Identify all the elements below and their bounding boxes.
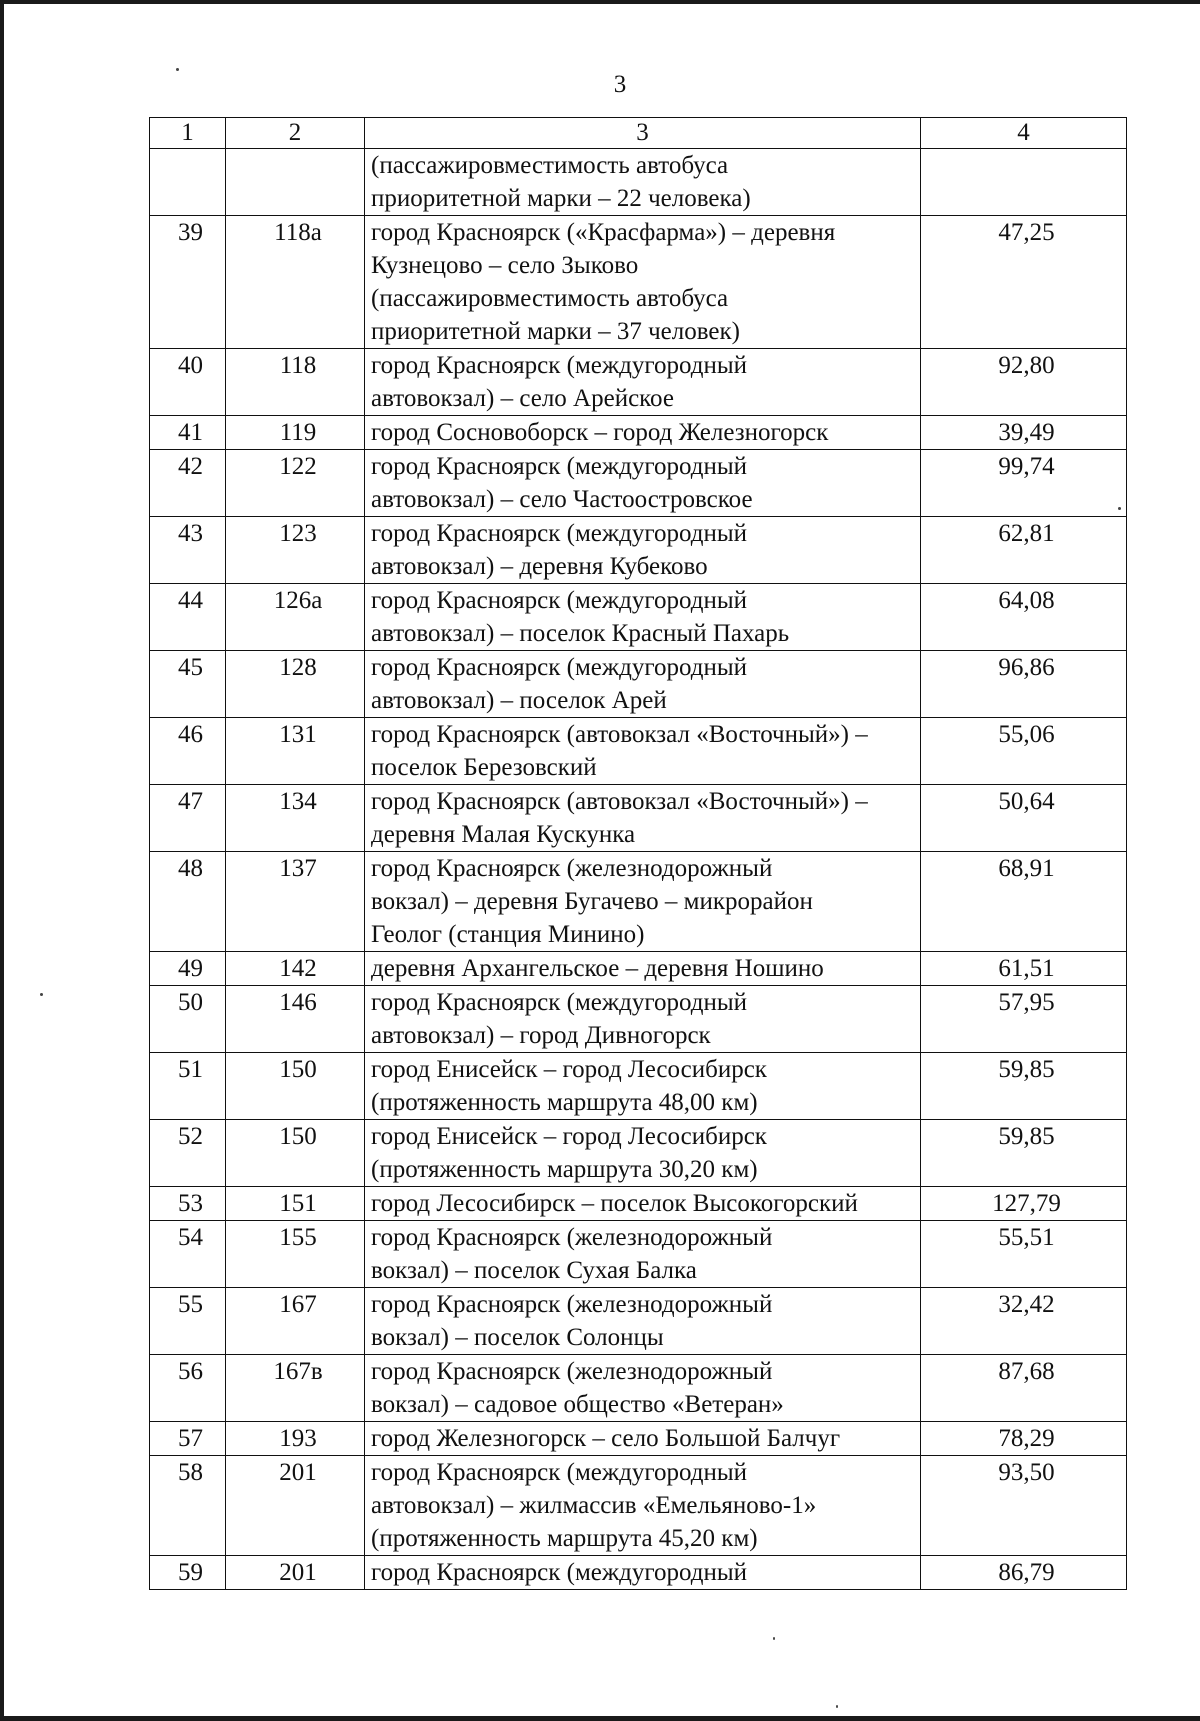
value-cell: 62,81: [921, 517, 1127, 584]
table-row: [150, 1288, 1127, 1355]
value-cell: 127,79: [921, 1187, 1127, 1221]
header-cell-value: 4: [921, 118, 1127, 149]
route-number-cell: 122: [226, 450, 365, 517]
route-number-cell: [226, 149, 365, 216]
table-row: [150, 1556, 1127, 1590]
route-description-cell: [365, 1288, 921, 1355]
table-row: [150, 1221, 1127, 1288]
table-row: [150, 149, 1127, 216]
route-number-cell: 167в: [226, 1355, 365, 1422]
table-row: [150, 216, 1127, 349]
route-description-cell: [365, 718, 921, 785]
value-cell: 32,42: [921, 1288, 1127, 1355]
value-cell: 59,85: [921, 1120, 1127, 1187]
table-row: [150, 952, 1127, 986]
route-description-line: город Красноярск («Красфарма») – деревня: [371, 219, 836, 246]
scan-border-top: [0, 0, 1200, 4]
value-cell: 99,74: [921, 450, 1127, 517]
route-number-cell: 126а: [226, 584, 365, 651]
route-number-cell: 167: [226, 1288, 365, 1355]
route-description-line: автовокзал) – жилмассив «Емельяново-1»: [371, 1492, 817, 1519]
route-number-cell: 128: [226, 651, 365, 718]
route-description-line: город Красноярск (междугородный: [371, 587, 748, 614]
route-description-cell: [365, 216, 921, 349]
value-cell: 47,25: [921, 216, 1127, 349]
row-number-cell: 39: [150, 216, 226, 349]
route-description-line: вокзал) – садовое общество «Ветеран»: [371, 1391, 784, 1418]
route-description-line: автовокзал) – поселок Красный Пахарь: [371, 620, 790, 647]
route-description-line: (пассажировместимость автобуса: [371, 152, 729, 179]
row-number-cell: 48: [150, 852, 226, 952]
row-number-cell: 43: [150, 517, 226, 584]
table-row: [150, 1422, 1127, 1456]
route-description-cell: [365, 1456, 921, 1556]
page-number: 3: [613, 71, 627, 98]
route-description-cell: [365, 416, 921, 450]
table-row: [150, 718, 1127, 785]
route-number-cell: 137: [226, 852, 365, 952]
route-number-cell: 134: [226, 785, 365, 852]
value-cell: 39,49: [921, 416, 1127, 450]
row-number-cell: 54: [150, 1221, 226, 1288]
route-number-cell: 151: [226, 1187, 365, 1221]
route-description-line: город Красноярск (железнодорожный: [371, 1224, 773, 1251]
route-description-line: (протяженность маршрута 45,20 км): [371, 1525, 758, 1552]
route-description-line: город Красноярск (междугородный: [371, 1459, 748, 1486]
route-description-line: город Красноярск (междугородный: [371, 352, 748, 379]
table-row: [150, 986, 1127, 1053]
route-description-line: город Красноярск (железнодорожный: [371, 1291, 773, 1318]
value-cell: 57,95: [921, 986, 1127, 1053]
route-description-cell: [365, 1355, 921, 1422]
route-number-cell: 131: [226, 718, 365, 785]
route-description-cell: [365, 651, 921, 718]
row-number-cell: 53: [150, 1187, 226, 1221]
route-description-line: город Красноярск (междугородный: [371, 1559, 748, 1586]
value-cell: 92,80: [921, 349, 1127, 416]
route-description-line: автовокзал) – город Дивногорск: [371, 1022, 711, 1049]
route-table-body: [150, 118, 1127, 1590]
scan-border-bottom: [0, 1716, 1200, 1721]
value-cell: 59,85: [921, 1053, 1127, 1120]
row-number-cell: 58: [150, 1456, 226, 1556]
row-number-cell: 41: [150, 416, 226, 450]
route-description-line: (протяженность маршрута 30,20 км): [371, 1156, 758, 1183]
route-number-cell: 123: [226, 517, 365, 584]
route-description-line: приоритетной марки – 37 человек): [371, 318, 740, 345]
table-row: [150, 517, 1127, 584]
table-row: [150, 1187, 1127, 1221]
route-description-line: город Сосновоборск – город Железногорск: [371, 419, 829, 446]
row-number-cell: 56: [150, 1355, 226, 1422]
table-row: [150, 349, 1127, 416]
row-number-cell: 49: [150, 952, 226, 986]
value-cell: 55,06: [921, 718, 1127, 785]
row-number-cell: 51: [150, 1053, 226, 1120]
row-number-cell: 46: [150, 718, 226, 785]
table-row: [150, 584, 1127, 651]
route-description-line: Кузнецово – село Зыково: [371, 252, 639, 279]
route-description-line: город Железногорск – село Большой Балчуг: [371, 1425, 841, 1452]
route-number-cell: 142: [226, 952, 365, 986]
route-description-line: город Красноярск (автовокзал «Восточный») –: [371, 721, 868, 748]
table-row: [150, 651, 1127, 718]
row-number-cell: 40: [150, 349, 226, 416]
header-cell-route: 2: [226, 118, 365, 149]
row-number-cell: 47: [150, 785, 226, 852]
route-number-cell: 118а: [226, 216, 365, 349]
route-number-cell: 193: [226, 1422, 365, 1456]
route-description-line: город Красноярск (междугородный: [371, 453, 748, 480]
row-number-cell: [150, 149, 226, 216]
route-description-line: город Красноярск (автовокзал «Восточный») –: [371, 788, 868, 815]
route-description-line: Геолог (станция Минино): [371, 921, 645, 948]
route-description-cell: [365, 785, 921, 852]
value-cell: 68,91: [921, 852, 1127, 952]
table-header-row: [150, 118, 1127, 149]
route-number-cell: 201: [226, 1456, 365, 1556]
table-row: [150, 1456, 1127, 1556]
route-description-line: город Красноярск (железнодорожный: [371, 1358, 773, 1385]
route-description-cell: [365, 349, 921, 416]
route-description-cell: [365, 1120, 921, 1187]
scan-speck: [836, 1705, 838, 1708]
table-row: [150, 1355, 1127, 1422]
scan-speck: [773, 1637, 775, 1640]
route-description-line: город Красноярск (междугородный: [371, 989, 748, 1016]
value-cell: 87,68: [921, 1355, 1127, 1422]
row-number-cell: 59: [150, 1556, 226, 1590]
route-description-line: город Красноярск (междугородный: [371, 520, 748, 547]
scan-speck: [40, 993, 43, 996]
value-cell: 61,51: [921, 952, 1127, 986]
route-description-line: автовокзал) – поселок Арей: [371, 687, 667, 714]
header-cell-description: 3: [365, 118, 921, 149]
row-number-cell: 57: [150, 1422, 226, 1456]
row-number-cell: 45: [150, 651, 226, 718]
value-cell: 55,51: [921, 1221, 1127, 1288]
route-number-cell: 150: [226, 1120, 365, 1187]
route-description-line: вокзал) – поселок Солонцы: [371, 1324, 664, 1351]
value-cell: 50,64: [921, 785, 1127, 852]
route-description-line: (протяженность маршрута 48,00 км): [371, 1089, 758, 1116]
route-description-line: город Енисейск – город Лесосибирск: [371, 1123, 767, 1150]
route-description-line: город Красноярск (железнодорожный: [371, 855, 773, 882]
route-description-line: (пассажировместимость автобуса: [371, 285, 729, 312]
route-description-line: автовокзал) – деревня Кубеково: [371, 553, 708, 580]
route-description-cell: [365, 1556, 921, 1590]
route-number-cell: 150: [226, 1053, 365, 1120]
table-row: [150, 1053, 1127, 1120]
table-row: [150, 416, 1127, 450]
route-description-cell: [365, 1053, 921, 1120]
route-description-line: автовокзал) – село Арейское: [371, 385, 674, 412]
scan-border-left: [0, 0, 4, 1721]
route-number-cell: 119: [226, 416, 365, 450]
route-description-line: город Красноярск (междугородный: [371, 654, 748, 681]
value-cell: 64,08: [921, 584, 1127, 651]
route-description-cell: [365, 149, 921, 216]
value-cell: 93,50: [921, 1456, 1127, 1556]
row-number-cell: 52: [150, 1120, 226, 1187]
header-cell-number: 1: [150, 118, 226, 149]
route-description-line: автовокзал) – село Частоостровское: [371, 486, 753, 513]
value-cell: [921, 149, 1127, 216]
route-description-cell: [365, 517, 921, 584]
route-description-line: деревня Архангельское – деревня Ношино: [371, 955, 824, 982]
route-description-cell: [365, 1422, 921, 1456]
route-description-cell: [365, 584, 921, 651]
route-description-line: город Лесосибирск – поселок Высокогорский: [371, 1190, 858, 1217]
route-number-cell: 155: [226, 1221, 365, 1288]
row-number-cell: 44: [150, 584, 226, 651]
route-description-line: деревня Малая Кускунка: [371, 821, 636, 848]
value-cell: 78,29: [921, 1422, 1127, 1456]
route-number-cell: 118: [226, 349, 365, 416]
table-row: [150, 450, 1127, 517]
route-description-line: приоритетной марки – 22 человека): [371, 185, 751, 212]
row-number-cell: 55: [150, 1288, 226, 1355]
value-cell: 96,86: [921, 651, 1127, 718]
route-description-line: вокзал) – поселок Сухая Балка: [371, 1257, 697, 1284]
route-table: [149, 117, 1127, 1590]
route-number-cell: 201: [226, 1556, 365, 1590]
route-description-cell: [365, 852, 921, 952]
route-description-cell: [365, 1187, 921, 1221]
table-row: [150, 852, 1127, 952]
route-description-cell: [365, 450, 921, 517]
table-row: [150, 785, 1127, 852]
row-number-cell: 50: [150, 986, 226, 1053]
route-description-cell: [365, 952, 921, 986]
row-number-cell: 42: [150, 450, 226, 517]
route-description-cell: [365, 1221, 921, 1288]
table-row: [150, 1120, 1127, 1187]
route-description-line: поселок Березовский: [371, 754, 597, 781]
route-description-line: вокзал) – деревня Бугачево – микрорайон: [371, 888, 813, 915]
value-cell: 86,79: [921, 1556, 1127, 1590]
route-description-line: город Енисейск – город Лесосибирск: [371, 1056, 767, 1083]
route-description-cell: [365, 986, 921, 1053]
route-number-cell: 146: [226, 986, 365, 1053]
